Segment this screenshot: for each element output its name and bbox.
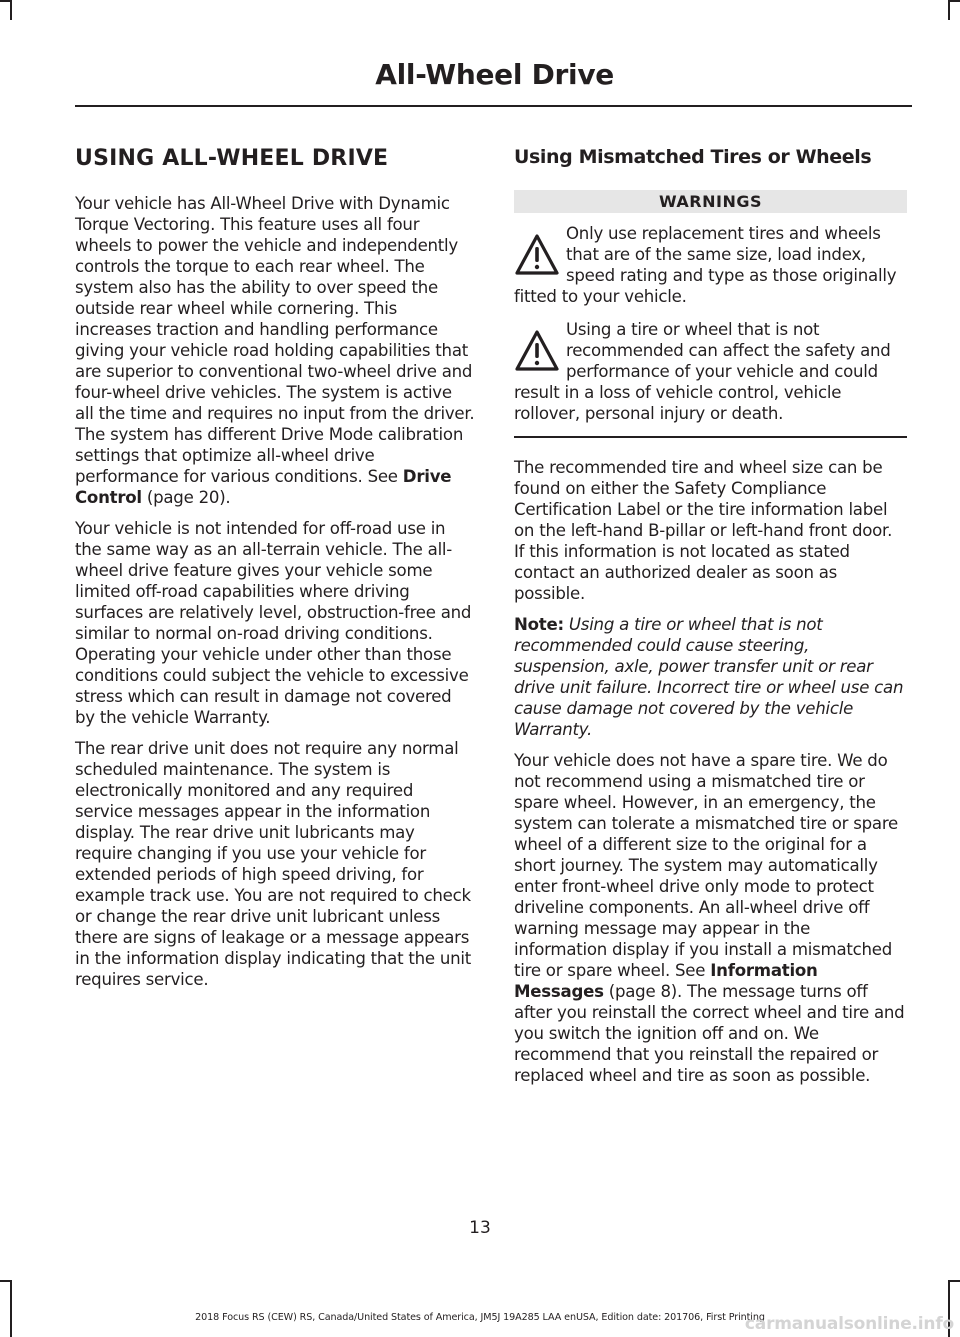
paragraph-awd-intro <box>75 193 475 508</box>
footer-edition-info: 2018 Focus RS (CEW) RS, Canada/United States of America, JM5J 19A285 LAA enUSA, Edition date: 201706, First Printing <box>195 1312 765 1323</box>
warning-triangle-icon <box>514 329 560 373</box>
paragraph-text: Your vehicle does not have a spare tire. We do not recommend using a mismatched tire or spare wheel. However, in an emergency, the system can tolerate a mismatched tire or spare wheel of a different size to the original for a short journey. The system may automatically enter front-wheel drive only mode to protect driveline components. An all-wheel drive off warning message may appear in the information display if you install a mismatched tire or spare wheel. See <box>514 751 898 980</box>
section-heading: USING ALL-WHEEL DRIVE <box>75 146 389 171</box>
paragraph-text: Your vehicle has All-Wheel Drive with Dynamic Torque Vectoring. This feature uses all four wheels to power the vehicle and independently controls the torque to each rear wheel. The system also has the ability to over speed the outside rear wheel while cornering. This increases traction and handling performance giving your vehicle road holding capabilities that are superior to conventional two-wheel drive and four-wheel drive vehicles. The system is active all the time and requires no input from the driver. The system has different Drive Mode calibration settings that optimize all-wheel drive performance for various conditions. See <box>75 194 475 486</box>
header-divider <box>75 105 912 107</box>
crop-mark <box>950 0 960 2</box>
warning-triangle-icon <box>514 233 560 277</box>
paragraph-tire-size: The recommended tire and wheel size can be found on either the Safety Compliance Certification Label or the tire information label on the left-hand B-pillar or left-hand front door. If this information is not located as stated contact an authorized dealer as soon as possible. <box>514 458 893 603</box>
paragraph-spare-tire <box>514 750 907 1086</box>
drive-control-link[interactable]: Drive Control <box>75 467 452 507</box>
crop-mark <box>0 0 10 2</box>
page-reference: (page 20). <box>141 488 231 507</box>
paragraph-maintenance: The rear drive unit does not require any normal scheduled maintenance. The system is electronically monitored and any required service messages appear in the information display. The rear drive unit lubricants may require changing if you use your vehicle for extended periods of high speed driving, for example track use. You are not required to check or change the rear drive unit lubricant unless there are signs of leakage or a message appears in the information display indicating that the unit requires service. <box>75 739 472 989</box>
warning-item <box>514 223 907 307</box>
warning-text: Using a tire or wheel that is not recommended can affect the safety and performance of your vehicle and could result in a loss of vehicle control, vehicle rollover, personal injury or death. <box>514 320 891 423</box>
paragraph-text: (page 8). The message turns off after you reinstall the correct wheel and tire and you switch the ignition off and on. We recommend that you reinstall the repaired or replaced wheel and tire as soon as possible. <box>514 982 905 1085</box>
crop-mark <box>950 1280 960 1282</box>
crop-mark <box>948 0 950 20</box>
paragraph-off-road: Your vehicle is not intended for off-road use in the same way as an all-terrain vehicle. The all-wheel drive feature gives your vehicle some limited off-road capabilities where driving surfaces are relatively level, obstruction-free and similar to normal on-road driving conditions. Operating your vehicle under other than those conditions could subject the vehicle to excessive stress which can result in damage not covered by the vehicle Warranty. <box>75 519 472 727</box>
information-messages-link[interactable]: Information Messages <box>514 961 818 1001</box>
warning-item <box>514 319 907 424</box>
note-paragraph <box>514 614 907 740</box>
page-number: 13 <box>469 1218 491 1238</box>
warnings-banner: WARNINGS <box>514 190 907 213</box>
note-text: Using a tire or wheel that is not recommended could cause steering, suspension, axle, power transfer unit or rear drive unit failure. Incorrect tire or wheel use can cause damage not covered by the vehicle Warranty. <box>514 615 904 739</box>
note-label: Note: <box>514 615 564 634</box>
warning-text: Only use replacement tires and wheels that are of the same size, load index, speed rating and type as those originally fitted to your vehicle. <box>514 224 897 306</box>
right-column <box>514 146 907 1096</box>
subsection-heading: Using Mismatched Tires or Wheels <box>514 146 872 168</box>
crop-mark <box>10 1280 12 1337</box>
crop-mark <box>0 1280 10 1282</box>
crop-mark <box>10 0 12 20</box>
page-header-title: All-Wheel Drive <box>375 58 614 91</box>
left-column <box>75 146 475 1000</box>
warnings-end-divider <box>514 436 907 438</box>
watermark-logo: carmanualsonline.info <box>744 1314 954 1334</box>
